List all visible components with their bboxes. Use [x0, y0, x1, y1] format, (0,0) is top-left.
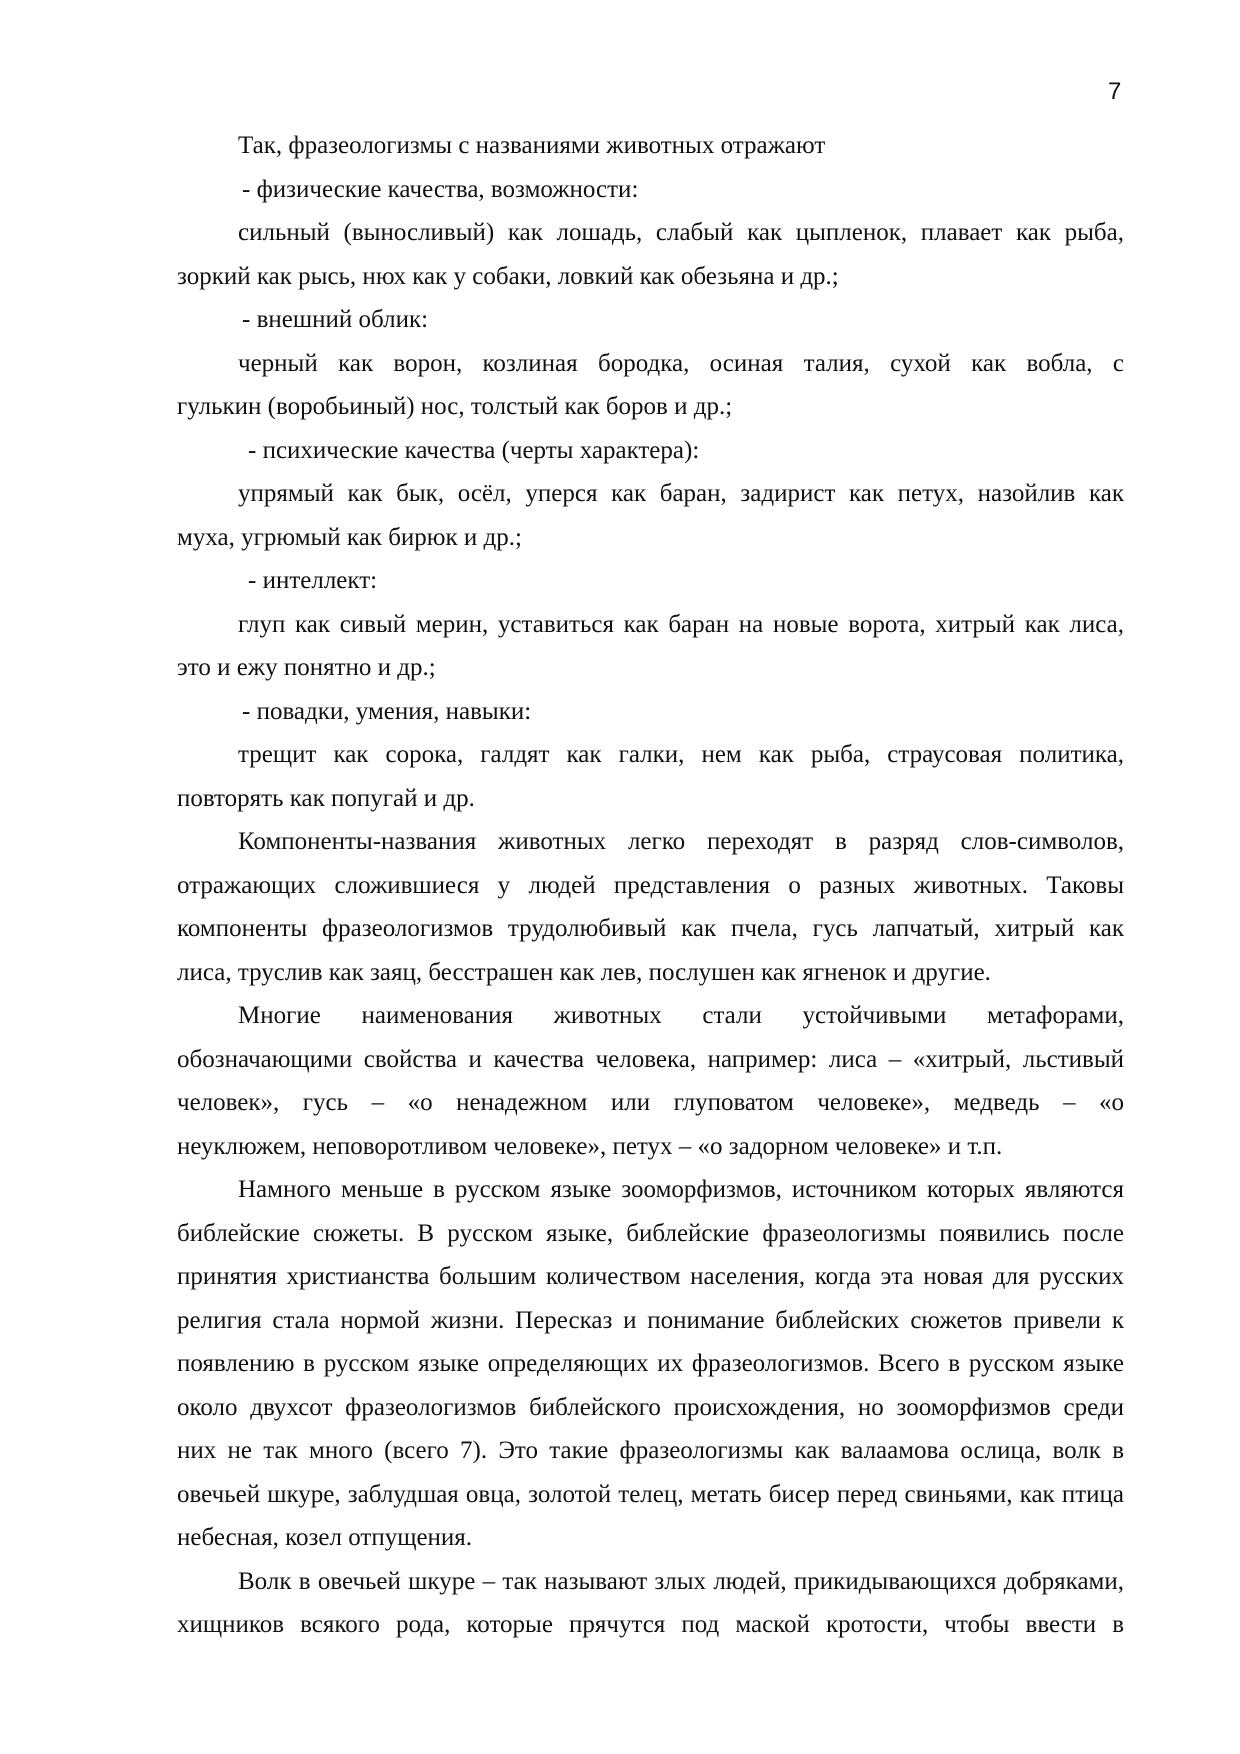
text-line: - повадки, умения, навыки:	[242, 697, 532, 725]
text-line: религия стала нормой жизни. Пересказ и понимание библейских сюжетов привели к	[177, 1306, 1124, 1334]
text-line: обозначающими свойства и качества человека, например: лиса – «хитрый, льстивый	[177, 1045, 1124, 1073]
text-line: Намного меньше в русском языке зооморфизмов, источником которых являются	[238, 1176, 1124, 1203]
text-line: них не так много (всего 7). Это такие фразеологизмы как валаамова ослица, волк в	[177, 1437, 1124, 1464]
text-line: библейские сюжеты. В русском языке, библейские фразеологизмы появились после	[177, 1219, 1124, 1247]
text-line: глуп как сивый мерин, уставиться как баран на новые ворота, хитрый как лиса,	[238, 610, 1124, 638]
text-line: Компоненты-названия животных легко переходят в разряд слов-символов,	[238, 828, 1124, 855]
text-line: компоненты фразеологизмов трудолюбивый как пчела, гусь лапчатый, хитрый как	[177, 915, 1124, 942]
text-line: человек», гусь – «о ненадежном или глуповатом человеке», медведь – «о	[177, 1089, 1124, 1116]
text-line: овечьей шкуре, заблудшая овца, золотой телец, метать бисер перед свиньями, как птица	[177, 1480, 1124, 1508]
text-line: отражающих сложившиеся у людей представления о разных животных. Таковы	[177, 871, 1124, 899]
text-line: - психические качества (черты характера):	[248, 436, 700, 464]
text-line: повторять как попугай и др.	[177, 784, 475, 812]
text-line: упрямый как бык, осёл, уперся как баран, задирист как петух, назойлив как	[238, 480, 1124, 507]
text-line: около двухсот фразеологизмов библейского происхождения, но зооморфизмов среди	[177, 1393, 1124, 1421]
page-number: 7	[1108, 78, 1122, 105]
text-line: Многие наименования животных стали устойчивыми метафорами,	[238, 1002, 1124, 1029]
text-line: появлению в русском языке определяющих их фразеологизмов. Всего в русском языке	[177, 1350, 1124, 1377]
text-line: трещит как сорока, галдят как галки, нем как рыба, страусовая политика,	[238, 741, 1124, 768]
text-line: Так, фразеологизмы с названиями животных отражают	[238, 132, 826, 159]
text-line: муха, угрюмый как бирюк и др.;	[177, 523, 522, 551]
text-line: - физические качества, возможности:	[242, 175, 639, 203]
text-line: черный как ворон, козлиная бородка, осиная талия, сухой как вобла, с	[238, 349, 1124, 377]
text-line: Волк в овечьей шкуре – так называют злых людей, прикидывающихся добряками,	[238, 1567, 1124, 1595]
text-line: сильный (выносливый) как лошадь, слабый как цыпленок, плавает как рыба,	[238, 219, 1124, 246]
text-line: - внешний облик:	[242, 306, 429, 333]
text-line: зоркий как рысь, нюх как у собаки, ловкий как обезьяна и др.;	[177, 262, 839, 290]
text-line: небесная, козел отпущения.	[177, 1524, 473, 1551]
text-line: принятия христианства большим количеством населения, когда эта новая для русских	[177, 1263, 1124, 1290]
text-line: хищников всякого рода, которые прячутся под маской кротости, чтобы ввести в	[177, 1611, 1124, 1638]
text-line: - интеллект:	[248, 567, 378, 594]
text-line: гулькин (воробьиный) нос, толстый как боров и др.;	[177, 393, 733, 420]
text-line: неуклюжем, неповоротливом человеке», петух – «о задорном человеке» и т.п.	[177, 1132, 1003, 1160]
text-line: лиса, труслив как заяц, бесстрашен как лев, послушен как ягненок и другие.	[177, 958, 991, 986]
text-line: это и ежу понятно и др.;	[177, 654, 436, 681]
